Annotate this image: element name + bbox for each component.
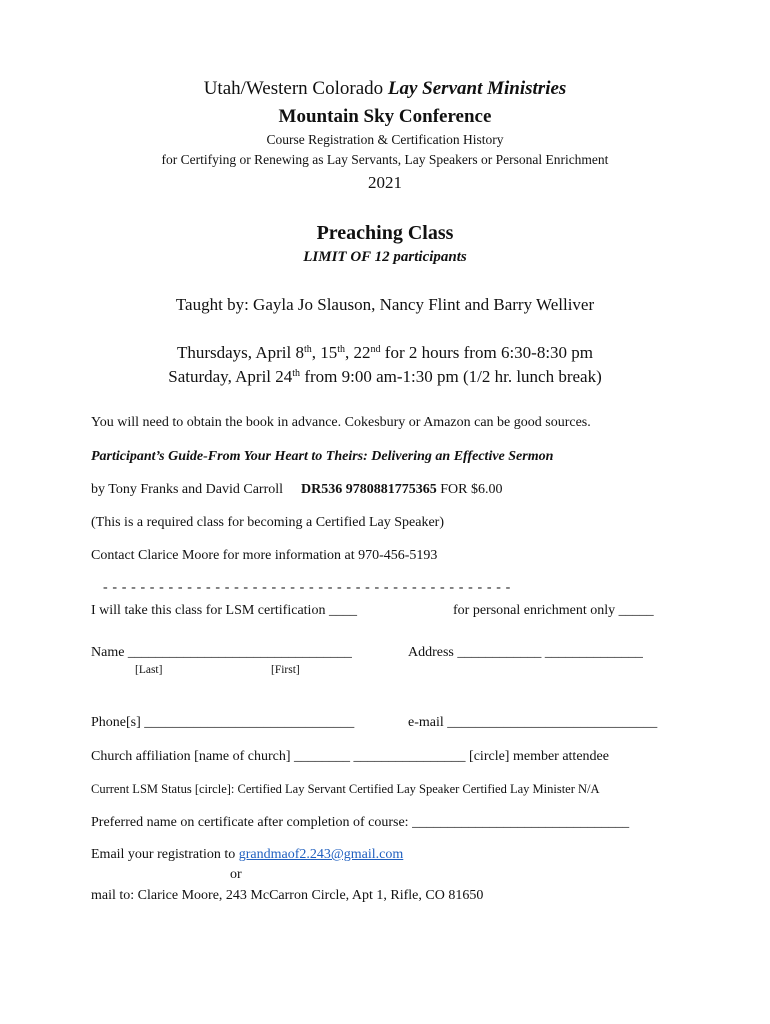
form-year: 2021: [368, 173, 402, 192]
book-details: [91, 482, 502, 498]
or-text: or: [230, 867, 242, 882]
preferred-name-field[interactable]: Preferred name on certificate after completion of course: _______________________________: [91, 815, 630, 830]
email-registration-line: Email your registration to grandmaof2.243@gmail.com: [91, 847, 404, 862]
registration-email-link[interactable]: grandmaof2.243@gmail.com: [238, 847, 404, 862]
book-price: FOR $6.00: [436, 482, 503, 497]
required-note: (This is a required class for becoming a Certified Lay Speaker): [91, 515, 444, 530]
phone-field[interactable]: Phone[s] ______________________________: [91, 715, 355, 730]
cut-line: - - - - - - - - - - - - - - - - - - - - - - - - - - - - - - - - - - - - - - - - - - - -: [103, 580, 511, 595]
book-title: Participant’s Guide-From Your Heart to Theirs: Delivering an Effective Sermon: [91, 449, 554, 464]
lsm-certification-option[interactable]: I will take this class for LSM certification ____: [91, 603, 357, 618]
church-affiliation-field[interactable]: Church affiliation [name of church] ________ ________________ [circle] member attendee: [91, 749, 609, 764]
mail-address: mail to: Clarice Moore, 243 McCarron Circle, Apt 1, Rifle, CO 81650: [91, 888, 484, 903]
form-subtitle: Course Registration & Certification History: [266, 132, 504, 147]
schedule-thursdays: Thursdays, April 8th, 15th, 22nd for 2 hours from 6:30-8:30 pm: [176, 343, 594, 362]
schedule-saturday: Saturday, April 24th from 9:00 am-1:30 pm (1/2 hr. lunch break): [168, 367, 602, 386]
first-name-label: [First]: [271, 664, 300, 676]
conference-name: Mountain Sky Conference: [278, 106, 492, 127]
name-field[interactable]: Name ________________________________: [91, 645, 352, 660]
form-purpose: for Certifying or Renewing as Lay Servants, Lay Speakers or Personal Enrichment: [161, 152, 609, 167]
ministry-name: Lay Servant Ministries: [387, 78, 567, 99]
book-authors: by Tony Franks and David Carroll: [91, 482, 284, 497]
participant-limit: LIMIT OF 12 participants: [303, 249, 467, 265]
address-field[interactable]: Address ____________ ______________: [408, 645, 643, 660]
course-title: Preaching Class: [316, 222, 454, 244]
book-code: DR536 9780881775365: [301, 482, 437, 497]
email-field[interactable]: e-mail ______________________________: [408, 715, 658, 730]
contact-info: Contact Clarice Moore for more information at 970-456-5193: [91, 548, 438, 563]
book-note: You will need to obtain the book in advance. Cokesbury or Amazon can be good sources.: [91, 415, 591, 430]
header-line1: Utah/Western Colorado Lay Servant Ministries: [203, 78, 567, 99]
lsm-status-field[interactable]: Current LSM Status [circle]: Certified Lay Servant Certified Lay Speaker Certified Lay Minister N/A: [91, 782, 600, 796]
last-name-label: [Last]: [135, 664, 163, 676]
instructors: Taught by: Gayla Jo Slauson, Nancy Flint and Barry Welliver: [175, 295, 595, 314]
personal-enrichment-option[interactable]: for personal enrichment only _____: [453, 603, 654, 618]
